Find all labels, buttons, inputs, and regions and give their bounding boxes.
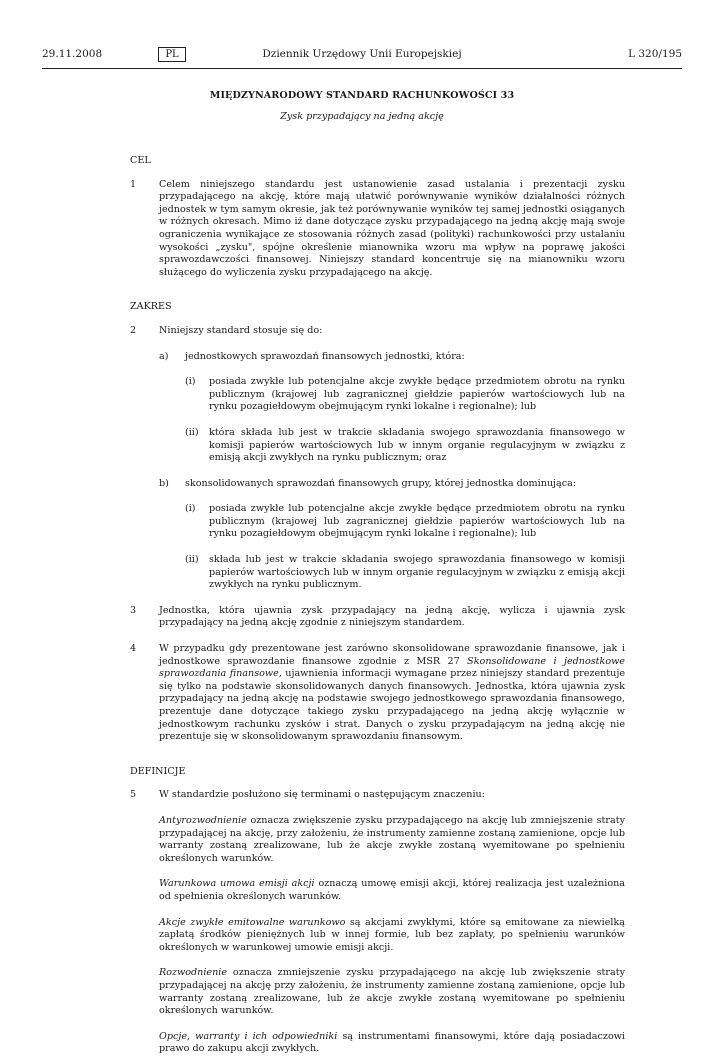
list-item-a-ii bbox=[130, 427, 625, 465]
list-label: (ii) bbox=[185, 426, 199, 438]
page-header bbox=[42, 47, 682, 61]
paragraph-number: 1 bbox=[130, 178, 137, 190]
paragraph-text: Niniejszy standard stosuje się do: bbox=[159, 324, 323, 336]
definition-text: oznacza zmniejszenie zysku przypadającego na akcję lub zwiększenie straty przypadającej na akcję przy założeniu, że instrumenty zamienne zostaną zamienione, opcje lub warranty zostaną zrealizowane, lub że akcje zwykłe zostaną wyemitowane po spełnieniu określonych warunków. bbox=[159, 967, 625, 1017]
header-rule bbox=[42, 68, 682, 69]
definition-term: Akcje zwykłe emitowalne warunkowo bbox=[159, 916, 346, 928]
definition-term: Warunkowa umowa emisji akcji bbox=[159, 878, 315, 890]
page-number: L 320/195 bbox=[628, 48, 682, 60]
paragraph-text: Celem niniejszego standardu jest ustanowienie zasad ustalania i prezentacji zysku przypadającego na akcję, które mają ułatwić porównywanie wyników działalności różnych jednostek w tym samym okresie, jak też porównywanie wyników tej samej jednostki osiąganych w różnych okresach. Mimo iż dane dotyczące zysku przypadającego na jedną akcję mają swoje ograniczenia wynikające ze stosowania różnych zasad (polityki) rachunkowości przy ustalaniu wysokości „zysku", spójne określenie mianownika wzoru ma wpływ na poprawę jakości sprawozdawczości finansowej. Niniejszy standard koncentruje się na mianowniku wzoru służącego do wyliczenia zysku przypadającego na akcję. bbox=[159, 178, 625, 278]
definition-text: oznacza zwiększenie zysku przypadającego na akcję lub zmniejszenie straty przypadającej na akcję, przy założeniu, że instrumenty zamienne zostaną zamienione, opcje lub warranty zostaną zrealizowane, lub że akcje zwykłe zostaną wyemitowane po spełnieniu określonych warunków. bbox=[159, 814, 625, 864]
section-heading-definicje: DEFINICJE bbox=[130, 765, 186, 777]
paragraph-number: 2 bbox=[130, 324, 137, 336]
publication-date: 29.11.2008 bbox=[42, 48, 103, 60]
definition-text: oznaczą umowę emisji akcji, której realizacja jest uzależniona od spełnienia określonych warunków. bbox=[159, 878, 625, 902]
paragraph-number: 3 bbox=[130, 604, 137, 616]
list-text: posiada zwykłe lub potencjalne akcje zwykłe będące przedmiotem obrotu na rynku publicznym (krajowej lub zagranicznej giełdzie papierów wartościowych lub na rynku pozagiełdowym obejmującym rynki lokalne i regionalne); lub bbox=[209, 376, 625, 413]
paragraph-text: Jednostka, która ujawnia zysk przypadający na jedną akcję, wylicza i ujawnia zysk przypadający na jedną akcję zgodnie z niniejszym standardem. bbox=[159, 604, 625, 629]
paragraph-text: W standardzie posłużono się terminami o następującym znaczeniu: bbox=[159, 789, 485, 801]
document-body bbox=[130, 155, 625, 1056]
list-label: b) bbox=[159, 477, 169, 489]
list-text: która składa lub jest w trakcie składania swojego sprawozdania finansowego w komisji papierów wartościowych lub w innym organie regulacyjnym w związku z emisją akcji zwykłych na rynku publicznym; oraz bbox=[209, 426, 625, 464]
standard-subtitle: Zysk przypadający na jedną akcję bbox=[280, 111, 444, 122]
journal-title: Dziennik Urzędowy Unii Europejskiej bbox=[262, 48, 462, 60]
list-item-b-ii bbox=[130, 554, 625, 592]
referenced-standard-title: Skonsolidowane i jednostkowe sprawozdania finansowe bbox=[159, 655, 625, 680]
list-label: (i) bbox=[185, 503, 196, 515]
definition-term: Rozwodnienie bbox=[159, 967, 228, 979]
section-heading-zakres: ZAKRES bbox=[130, 301, 172, 313]
paragraph-number: 5 bbox=[130, 789, 137, 801]
paragraph-5 bbox=[130, 789, 625, 802]
definition-opcje-warranty bbox=[130, 1031, 625, 1056]
list-item-a-i bbox=[130, 376, 625, 414]
list-text: posiada zwykłe lub potencjalne akcje zwykłe będące przedmiotem obrotu na rynku publicznym (krajowej lub zagranicznej giełdzie papierów wartościowych lub na rynku pozagiełdowym obejmującym rynki lokalne i regionalne); lub bbox=[209, 503, 625, 540]
paragraph-number: 4 bbox=[130, 643, 137, 655]
definition-antyrozwodnienie bbox=[130, 815, 625, 865]
definition-term: Antyrozwodnienie bbox=[159, 814, 247, 826]
language-badge: PL bbox=[158, 47, 186, 62]
paragraph-1 bbox=[130, 179, 625, 280]
list-item-b-i bbox=[130, 503, 625, 541]
paragraph-text-start: W przypadku gdy prezentowane jest zarówno skonsolidowane sprawozdanie finansowe, jak i jednostkowe sprawozdanie finansowe zgodnie z MSR 27 bbox=[159, 643, 625, 667]
list-label: (i) bbox=[185, 376, 196, 388]
paragraph-text-end: , ujawnienia informacji wymagane przez niniejszy standard prezentuje się tylko na podstawie skonsolidowanych danych finansowych. Jednostka, która ujawnia zysk przypadający na jedną akcję na podstawie swojego jednostkowego sprawozdania finansowego, prezentuje dane dotyczące takiego zysku przypadającego na jedną akcję wyłącznie w jednostkowym rachunku zysków i strat. Danych o zysku przypadającym na jedną akcję nie prezentuje się w skonsolidowanym sprawozdaniu finansowym. bbox=[159, 668, 625, 743]
definition-akcje-warunkowe bbox=[130, 917, 625, 955]
list-item-a bbox=[130, 351, 625, 364]
definition-term: Opcje, warranty i ich odpowiedniki bbox=[159, 1030, 338, 1042]
standard-title: MIĘDZYNARODOWY STANDARD RACHUNKOWOŚCI 33 bbox=[209, 90, 515, 101]
list-item-b bbox=[130, 478, 625, 491]
list-text: jednostkowych sprawozdań finansowych jednostki, która: bbox=[185, 350, 465, 362]
list-text: skonsolidowanych sprawozdań finansowych grupy, której jednostka dominująca: bbox=[185, 477, 577, 489]
paragraph-2 bbox=[130, 325, 625, 338]
definition-text: są akcjami zwykłymi, które są emitowane za niewielką zapłatą środków pieniężnych lub w innej formie, lub bez zapłaty, po spełnieniu warunków określonych w warunkowej umowie emisji akcji. bbox=[159, 916, 625, 953]
list-label: a) bbox=[159, 350, 169, 362]
section-heading-cel: CEL bbox=[130, 155, 151, 166]
list-label: (ii) bbox=[185, 554, 199, 566]
definition-warunkowa-umowa bbox=[130, 878, 625, 903]
definition-rozwodnienie bbox=[130, 967, 625, 1017]
paragraph-3 bbox=[130, 605, 625, 630]
paragraph-4 bbox=[130, 643, 625, 744]
list-text: składa lub jest w trakcie składania swojego sprawozdania finansowego w komisji papierów wartościowych lub w innym organie regulacyjnym w związku z emisją akcji zwykłych na rynku publicznym. bbox=[209, 554, 625, 591]
definition-text: są instrumentami finansowymi, które dają posiadaczowi prawo do zakupu akcji zwykłych. bbox=[159, 1030, 625, 1055]
